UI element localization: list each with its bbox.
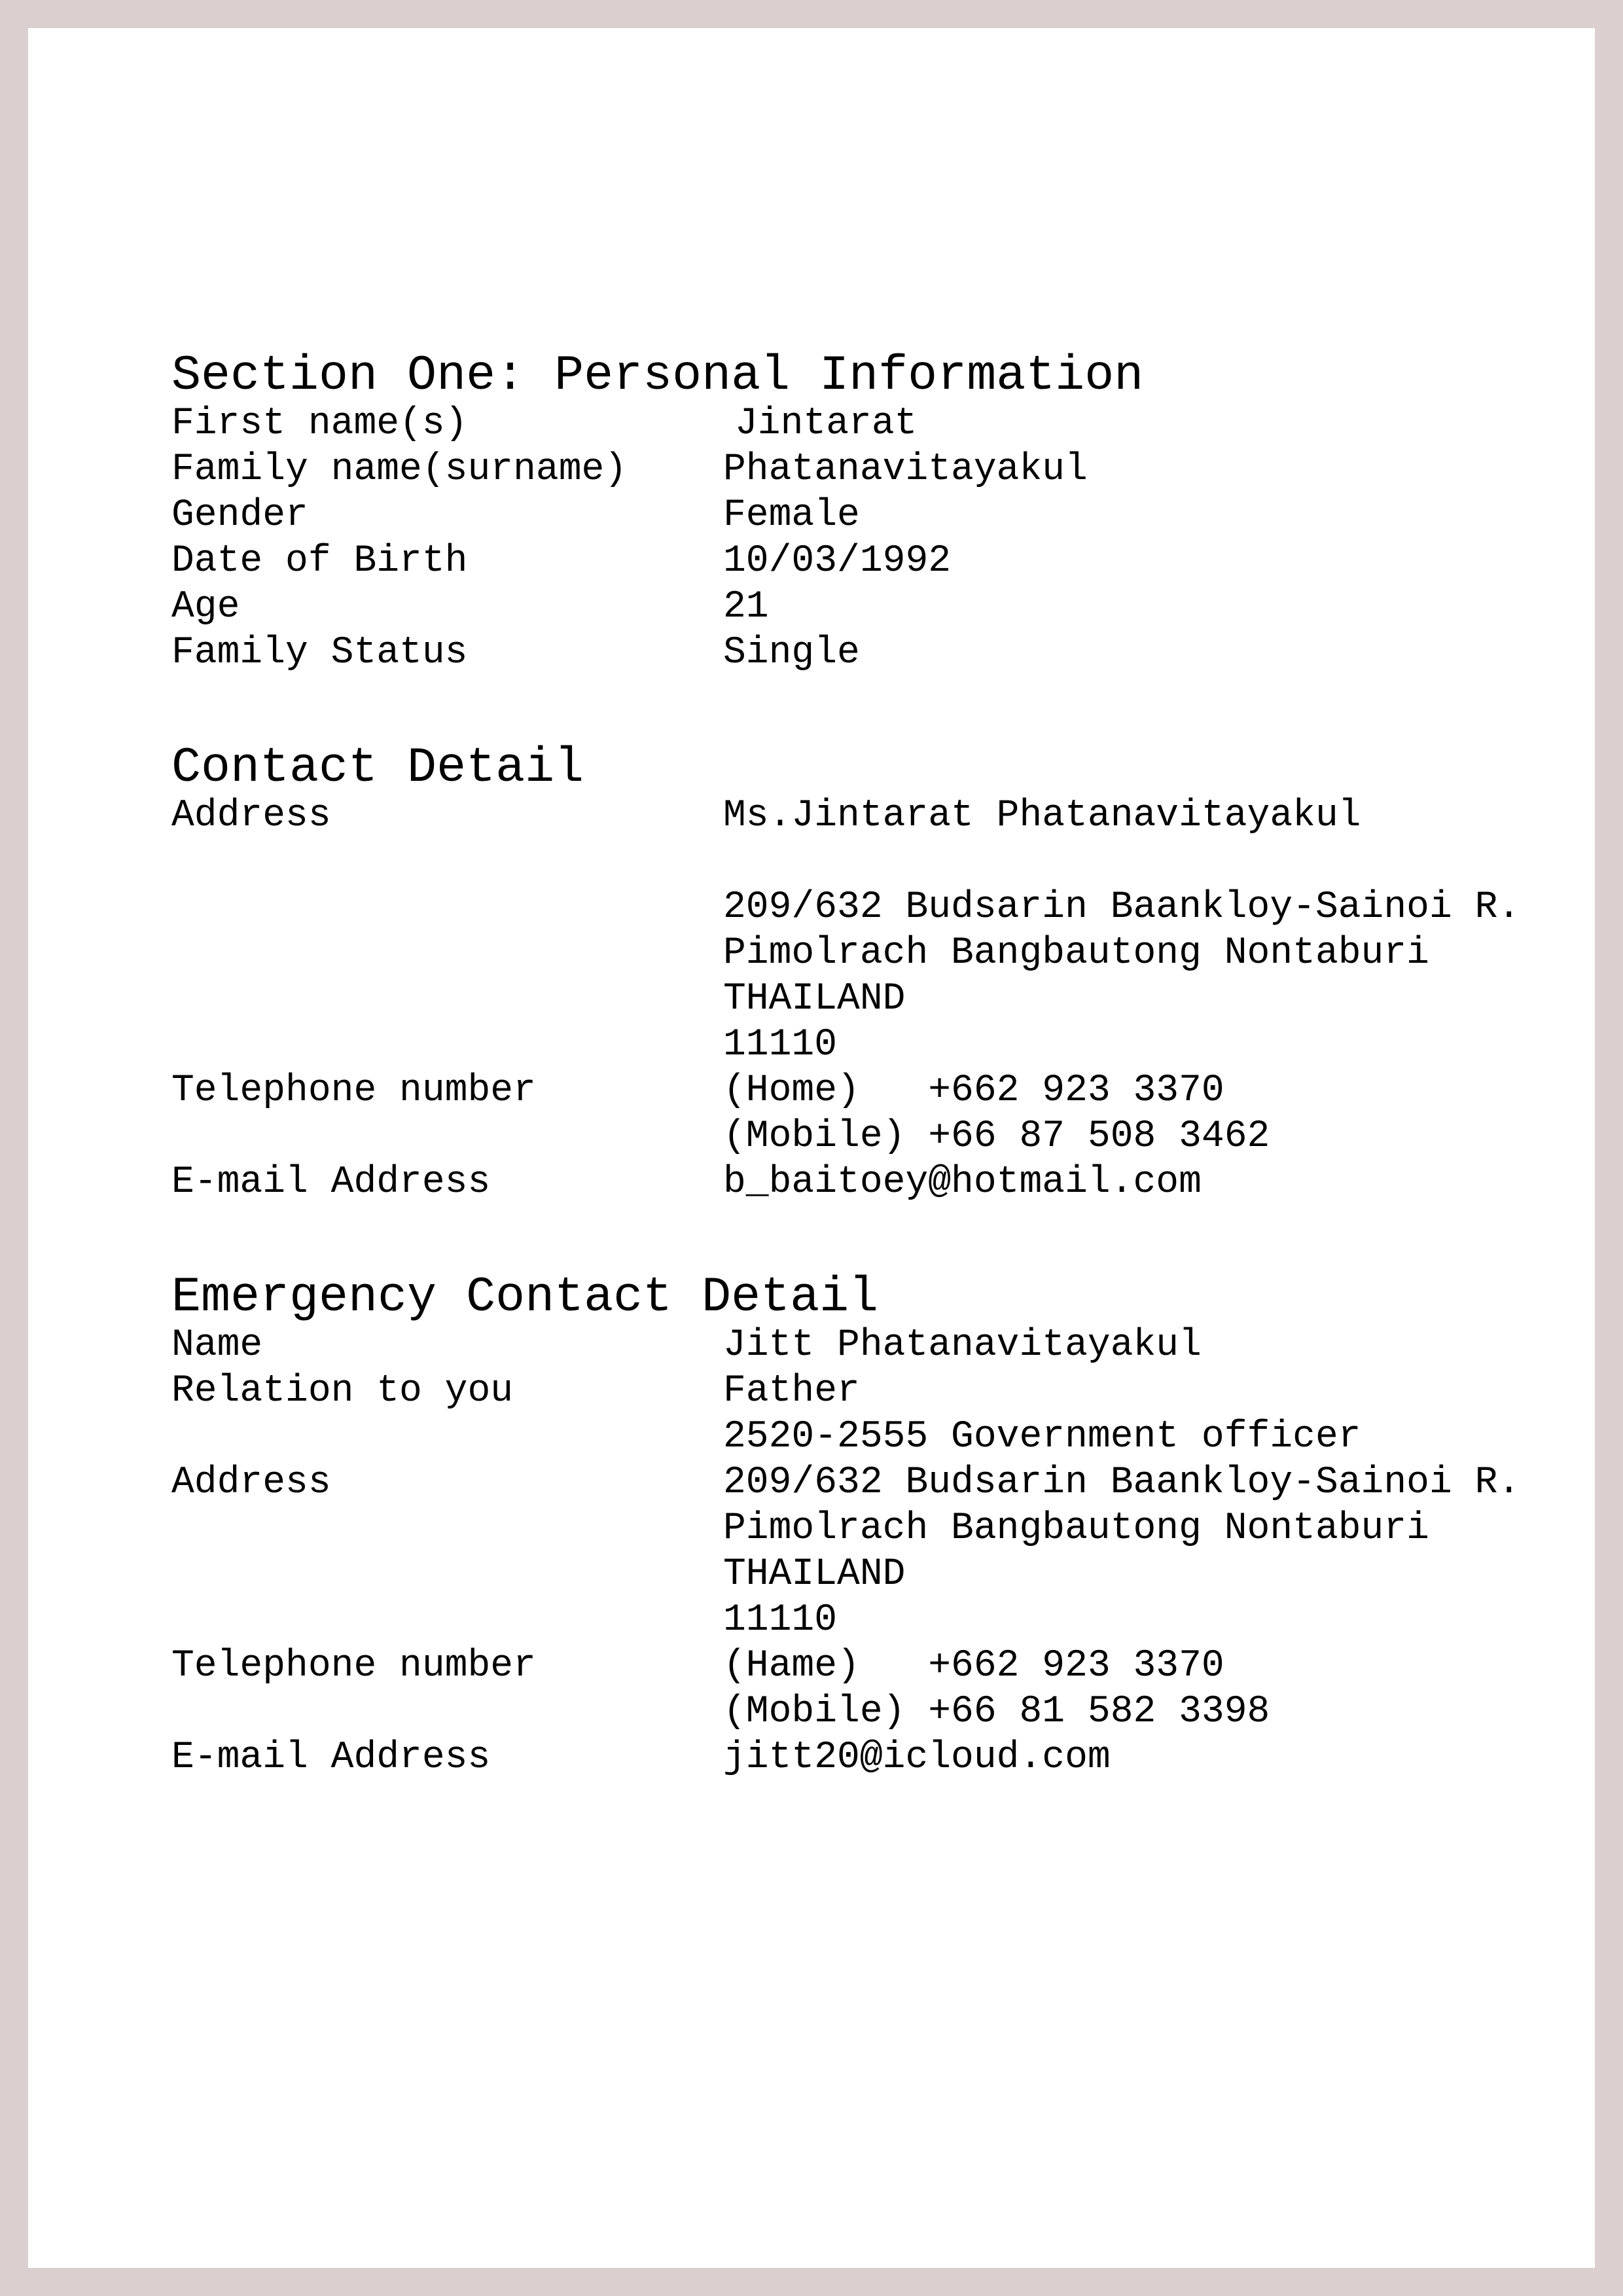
section-heading: Contact Detail <box>171 740 584 796</box>
field-label: Address <box>171 795 331 837</box>
age-row <box>171 584 1578 630</box>
address-line: THAILAND <box>723 978 906 1020</box>
relation-row <box>171 1369 1578 1414</box>
family-status-row <box>171 630 1578 676</box>
contact-detail-section <box>171 740 1578 1206</box>
blank-row <box>171 839 1578 885</box>
email-value: jitt20@icloud.com <box>723 1736 1111 1779</box>
section-heading: Emergency Contact Detail <box>171 1270 879 1325</box>
field-value: 10/03/1992 <box>723 540 952 583</box>
mobile-phone: (Mobile) +66 81 582 3398 <box>723 1691 1270 1733</box>
date-of-birth-row <box>171 539 1578 584</box>
address-line: Pimolrach Bangbautong Nontaburi <box>723 1507 1429 1550</box>
field-value: Jitt Phatanavitayakul <box>723 1324 1202 1367</box>
name-row <box>171 1323 1578 1369</box>
field-label: Family name(surname) <box>171 448 628 491</box>
field-value: Jintarat <box>735 403 918 445</box>
address-row <box>171 1506 1578 1552</box>
first-name-row <box>171 401 1578 447</box>
personal-information-section <box>171 348 1578 676</box>
address-line: Ms.Jintarat Phatanavitayakul <box>723 795 1361 837</box>
emergency-contact-section <box>171 1270 1578 1781</box>
address-line: 11110 <box>723 1599 838 1641</box>
telephone-row <box>171 1689 1578 1735</box>
section-heading: Section One: Personal Information <box>171 348 1144 404</box>
address-line: 209/632 Budsarin Baankloy-Sainoi R. <box>723 1462 1521 1504</box>
address-row <box>171 1552 1578 1598</box>
address-row <box>171 885 1578 931</box>
field-label: Address <box>171 1462 331 1504</box>
field-label: First name(s) <box>171 403 468 445</box>
field-label: Date of Birth <box>171 540 468 583</box>
field-label: E-mail Address <box>171 1161 491 1204</box>
document-page <box>28 28 1595 2268</box>
address-row <box>171 793 1578 839</box>
telephone-row <box>171 1643 1578 1689</box>
family-name-row <box>171 447 1578 493</box>
field-value: Phatanavitayakul <box>723 448 1088 491</box>
address-row <box>171 931 1578 977</box>
field-label: Name <box>171 1324 263 1367</box>
field-value: 21 <box>723 586 769 628</box>
field-value: Female <box>723 494 860 537</box>
telephone-row <box>171 1068 1578 1114</box>
field-label: E-mail Address <box>171 1736 491 1779</box>
field-label: Relation to you <box>171 1370 514 1412</box>
address-row <box>171 1022 1578 1068</box>
address-row <box>171 1460 1578 1506</box>
email-row <box>171 1160 1578 1206</box>
address-line: 209/632 Budsarin Baankloy-Sainoi R. <box>723 886 1521 929</box>
address-line: THAILAND <box>723 1553 906 1596</box>
field-label: Telephone number <box>171 1069 536 1112</box>
address-line: 11110 <box>723 1024 838 1066</box>
telephone-row <box>171 1114 1578 1160</box>
email-row <box>171 1735 1578 1781</box>
field-value: 2520-2555 Government officer <box>723 1416 1361 1458</box>
home-phone: (Hame) +662 923 3370 <box>723 1645 1224 1687</box>
mobile-phone: (Mobile) +66 87 508 3462 <box>723 1115 1270 1158</box>
field-value: Single <box>723 632 860 674</box>
address-line: Pimolrach Bangbautong Nontaburi <box>723 932 1429 975</box>
field-label: Family Status <box>171 632 468 674</box>
gender-row <box>171 493 1578 539</box>
address-row <box>171 1598 1578 1643</box>
address-row <box>171 977 1578 1022</box>
occupation-row <box>171 1414 1578 1460</box>
field-label: Telephone number <box>171 1645 536 1687</box>
email-value: b_baitoey@hotmail.com <box>723 1161 1202 1204</box>
field-label: Age <box>171 586 240 628</box>
home-phone: (Home) +662 923 3370 <box>723 1069 1224 1112</box>
field-label: Gender <box>171 494 308 537</box>
field-value: Father <box>723 1370 860 1412</box>
